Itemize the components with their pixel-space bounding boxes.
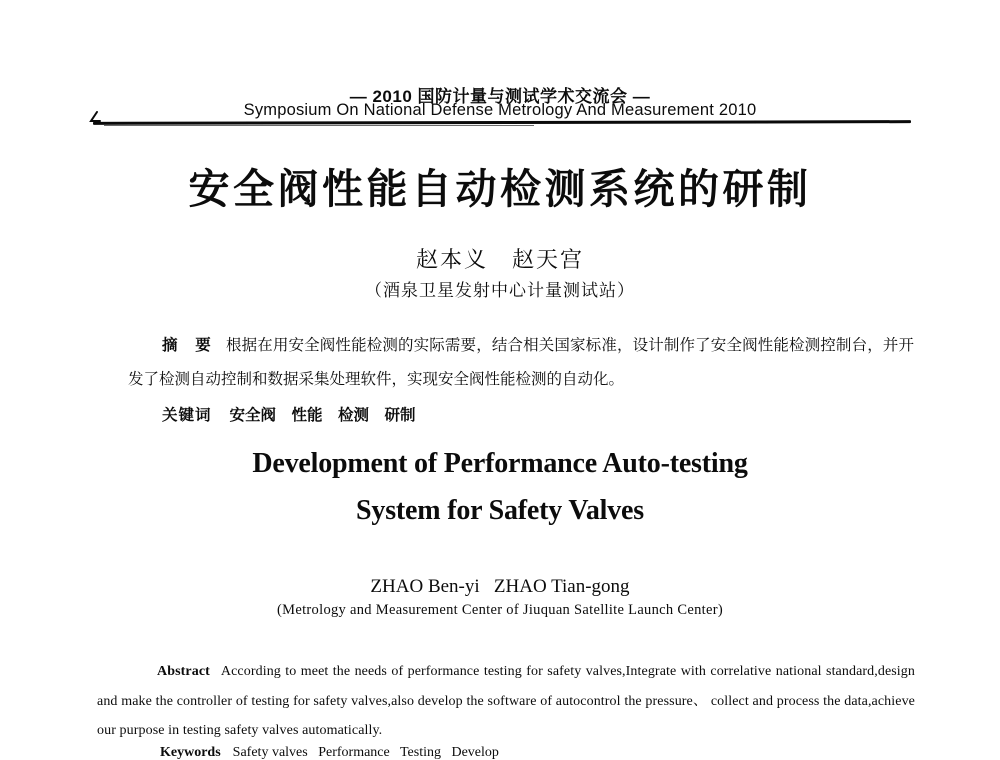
abstract-cn-label: 摘 要 bbox=[162, 337, 212, 354]
affiliation-cn: （酒泉卫星发射中心计量测试站） bbox=[365, 281, 635, 301]
abstract-cn bbox=[128, 329, 914, 397]
paper-title-cn: 安全阀性能自动检测系统的研制 bbox=[188, 166, 812, 212]
abstract-cn-text: 根据在用安全阀性能检测的实际需要，结合相关国家标准，设计制作了安全阀性能检测控制台，并开发了检测自动控制和数据采集处理软件，实现安全阀性能检测的自动化。 bbox=[128, 337, 914, 388]
paper-title-en bbox=[0, 440, 1000, 534]
abstract-en-text: According to meet the needs of performance testing for safety valves,Integrate with correlative national standard,design and make the controller of testing for safety valves,also develop the software of autocontrol the pressure、 collect and process the data,achieve our purpose in testing safety valves automatically. bbox=[97, 664, 915, 738]
keywords-en bbox=[160, 745, 499, 760]
paper-title-en-line2: System for Safety Valves bbox=[356, 495, 644, 526]
keywords-cn-text: 安全阀 性能 检测 研制 bbox=[229, 407, 416, 424]
keywords-en-label: Keywords bbox=[160, 745, 221, 760]
paper-title-en-line1: Development of Performance Auto-testing bbox=[252, 448, 748, 479]
abstract-en bbox=[97, 657, 915, 746]
keywords-cn-label: 关键词 bbox=[162, 407, 212, 424]
keywords-en-text: Safety valves Performance Testing Develop bbox=[232, 745, 499, 760]
authors-en: ZHAO Ben-yi ZHAO Tian-gong bbox=[370, 576, 630, 597]
scan-artifact-mark bbox=[87, 110, 105, 131]
abstract-en-label: Abstract bbox=[157, 664, 210, 679]
affiliation-en: (Metrology and Measurement Center of Jiuquan Satellite Launch Center) bbox=[277, 602, 723, 618]
keywords-cn bbox=[162, 403, 416, 425]
header-rule-echo bbox=[104, 125, 534, 126]
conference-header-en: Symposium On National Defense Metrology And Measurement 2010 bbox=[243, 101, 757, 119]
conference-header-cn: — 2010 国防计量与测试学术交流会 — bbox=[349, 87, 651, 106]
authors-cn: 赵本义 赵天宫 bbox=[415, 248, 584, 273]
